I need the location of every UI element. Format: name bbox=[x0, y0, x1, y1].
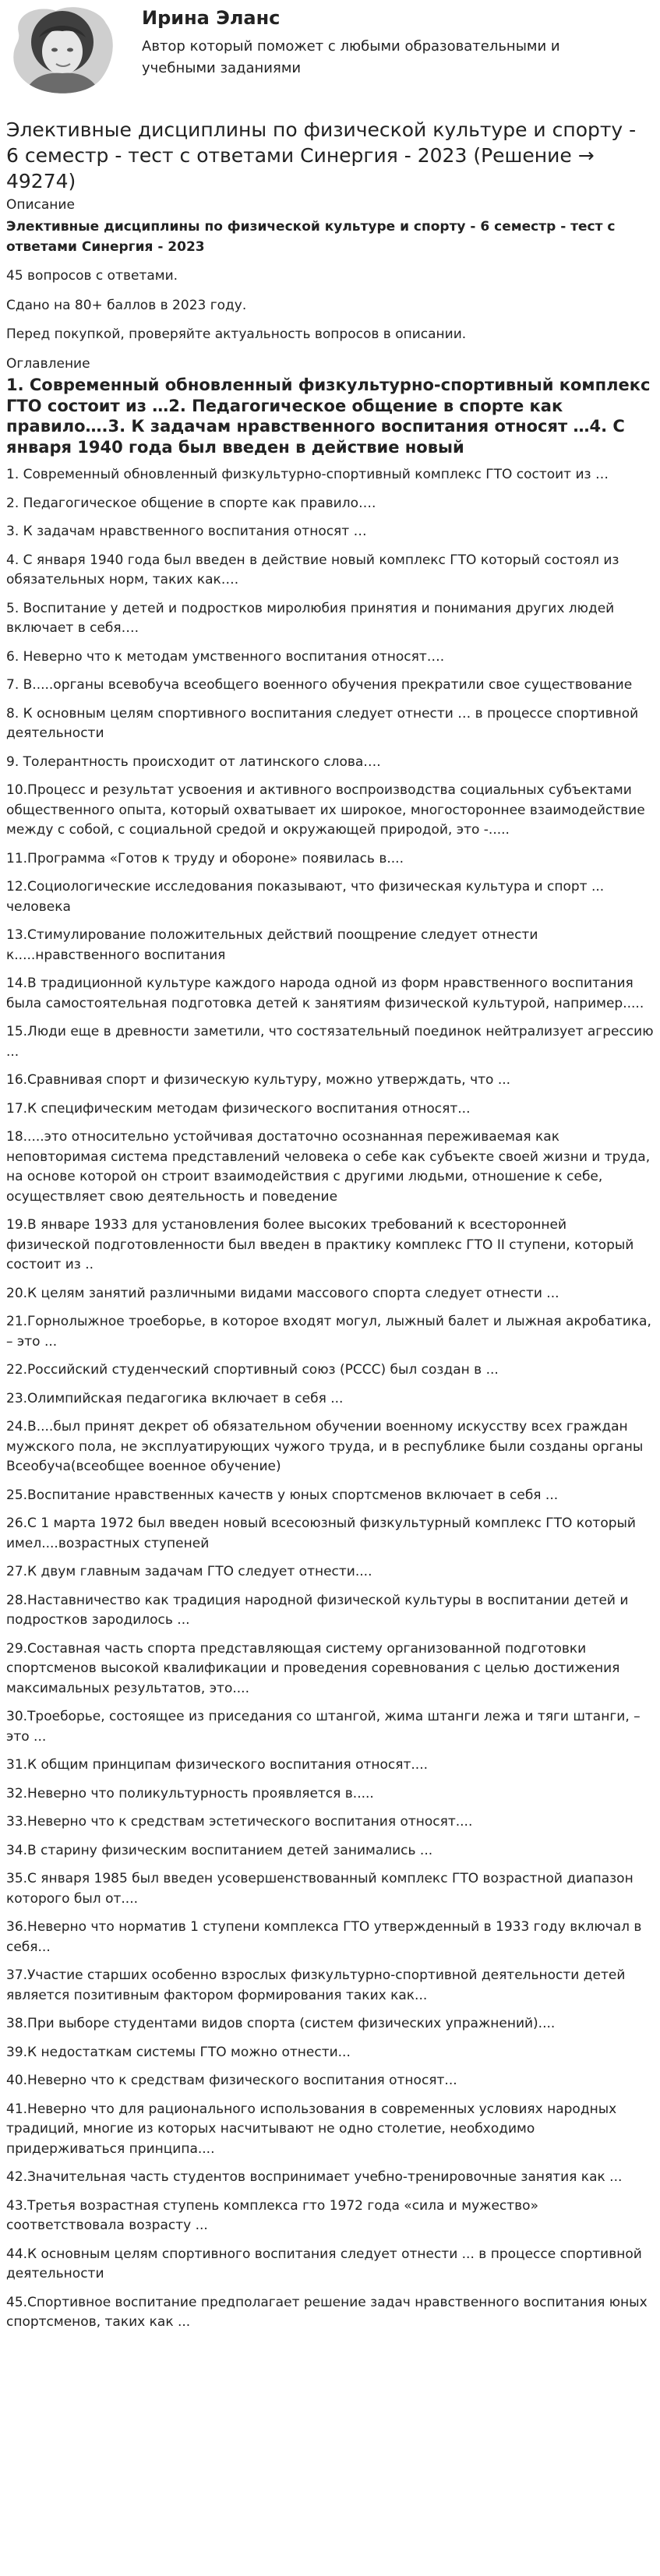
question-item: 36.Неверно что норматив 1 ступени комплекса ГТО утвержденный в 1933 году включал в себя... bbox=[6, 1919, 642, 1955]
description-bold-title: Элективные дисциплины по физической культуре и спорту - 6 семестр - тест с ответами Синергия - 2023 bbox=[6, 218, 616, 255]
question-item: 3. К задачам нравственного воспитания относят … bbox=[6, 524, 367, 540]
question-list bbox=[6, 465, 654, 2333]
question-item: 11.Программа «Готов к труду и обороне» появилась в.... bbox=[6, 850, 404, 866]
author-card bbox=[6, 5, 654, 108]
question-item: 45.Спортивное воспитание предполагает решение задач нравственного воспитания юных спортсменов, таких как ... bbox=[6, 2294, 648, 2331]
question-item: 28.Наставничество как традиция народной физической культуры в воспитании детей и подростков зародилось ... bbox=[6, 1592, 629, 1629]
avatar-image bbox=[8, 6, 117, 95]
question-item: 1. Современный обновленный физкультурно-спортивный комплекс ГТО состоит из … bbox=[6, 467, 609, 483]
question-item: 9. Толерантность происходит от латинского слова…. bbox=[6, 753, 381, 770]
question-item: 40.Неверно что к средствам физического воспитания относят... bbox=[6, 2073, 457, 2089]
question-item: 2. Педагогическое общение в спорте как правило…. bbox=[6, 495, 376, 511]
question-item: 13.Стимулирование положительных действий поощрение следует отнести к.....нравственного воспитания bbox=[6, 927, 538, 963]
description-paragraph: 45 вопросов с ответами. bbox=[6, 268, 178, 284]
question-item: 17.К специфическим методам физического воспитания относят... bbox=[6, 1100, 471, 1117]
question-item: 23.Олимпийская педагогика включает в себя ... bbox=[6, 1390, 344, 1406]
question-item: 31.К общим принципам физического воспитания относят.... bbox=[6, 1757, 429, 1773]
description-label: Описание bbox=[6, 197, 75, 213]
question-item: 16.Сравнивая спорт и физическую культуру, можно утверждать, что ... bbox=[6, 1072, 511, 1089]
toc-summary: 1. Современный обновленный физкультурно-спортивный комплекс ГТО состоит из …2. Педагогическое общение в спорте как правило….3. К задачам нравственного воспитания относят …4. С января 1940 года был введен в действие новый bbox=[6, 376, 651, 457]
author-info bbox=[142, 6, 609, 79]
question-item: 12.Социологические исследования показывают, что физическая культура и спорт ... человека bbox=[6, 879, 605, 915]
question-item: 18.....это относительно устойчивая достаточно осознанная переживаемая как неповторимая система представлений человека о себе как субъекте своей жизни и труда, на основе которой он строит взаимодействия с другими людьми, отношение к себе, осуществляет свою деятельность и поведение bbox=[6, 1129, 651, 1205]
question-item: 22.Российский студенческий спортивный союз (РССС) был создан в ... bbox=[6, 1362, 499, 1378]
description-paragraph: Сдано на 80+ баллов в 2023 году. bbox=[6, 297, 247, 313]
question-item: 15.Люди еще в древности заметили, что состязательный поединок нейтрализует агрессию ... bbox=[6, 1024, 654, 1060]
question-item: 24.В....был принят декрет об обязательном обучении военному искусству всех граждан мужского пола, не эксплуатирующих чужого труда, и в республике были созданы органы Всеобуча(всеобщее военное обучение) bbox=[6, 1419, 644, 1475]
question-item: 26.С 1 марта 1972 был введен новый всесоюзный физкультурный комплекс ГТО который имел....возрастных ступеней bbox=[6, 1516, 636, 1551]
description-paragraph: Перед покупкой, проверяйте актуальность вопросов в описании. bbox=[6, 326, 467, 343]
question-item: 7. В.....органы всевобуча всеобщего военного обучения прекратили свое существование bbox=[6, 677, 633, 693]
question-item: 8. К основным целям спортивного воспитания следует отнести … в процессе спортивной деятельности bbox=[6, 705, 639, 742]
question-item: 33.Неверно что к средствам эстетического воспитания относят.... bbox=[6, 1814, 473, 1830]
question-item: 25.Воспитание нравственных качеств у юных спортсменов включает в себя ... bbox=[6, 1487, 559, 1503]
question-item: 4. С января 1940 года был введен в действие новый комплекс ГТО который состоял из обязательных норм, таких как…. bbox=[6, 552, 619, 588]
question-item: 29.Составная часть спорта представляющая систему организованной подготовки спортсменов высокой квалификации и проведения соревнования с целью достижения максимальных результатов, это.... bbox=[6, 1640, 620, 1696]
author-description: Автор который поможет с любыми образовательными и учебными заданиями bbox=[142, 38, 560, 76]
toc-label: Оглавление bbox=[6, 355, 90, 372]
question-item: 35.С января 1985 был введен усовершенствованный комплекс ГТО возрастной диапазон которого был от.... bbox=[6, 1871, 634, 1907]
question-item: 39.К недостаткам системы ГТО можно отнести... bbox=[6, 2044, 351, 2060]
question-item: 30.Троеборье, состоящее из приседания со штангой, жима штанги лежа и тяги штанги, – это ... bbox=[6, 1709, 641, 1745]
question-item: 32.Неверно что поликультурность проявляется в..... bbox=[6, 1785, 374, 1801]
question-item: 21.Горнолыжное троеборье, в которое входят могул, лыжный балет и лыжная акробатика, – это ... bbox=[6, 1314, 651, 1350]
author-avatar[interactable] bbox=[8, 6, 117, 95]
question-item: 5. Воспитание у детей и подростков миролюбия принятия и понимания других людей включает в себя…. bbox=[6, 600, 615, 637]
author-name[interactable]: Ирина Эланс bbox=[142, 7, 281, 29]
question-item: 20.К целям занятий различными видами массового спорта следует отнести ... bbox=[6, 1285, 559, 1301]
question-item: 14.В традиционной культуре каждого народа одной из форм нравственного воспитания была самостоятельная подготовка детей к занятиям физической культурой, например..... bbox=[6, 976, 644, 1011]
question-item: 44.К основным целям спортивного воспитания следует отнести ... в процессе спортивной деятельности bbox=[6, 2246, 642, 2282]
question-item: 34.В старину физическим воспитанием детей занимались ... bbox=[6, 1842, 433, 1858]
question-item: 27.К двум главным задачам ГТО следует отнести.... bbox=[6, 1564, 372, 1580]
question-item: 37.Участие старших особенно взрослых физкультурно-спортивной деятельности детей является позитивным фактором формирования таких как... bbox=[6, 1967, 626, 2003]
question-item: 10.Процесс и результат усвоения и активного воспроизводства социальных субъектами общественного опыта, который охватывает их широкое, многостороннее взаимодействие между с собой, с социальной средой и окружающей природой, это -..... bbox=[6, 782, 645, 838]
question-item: 19.В январе 1933 для установления более высоких требований к всесторонней физической подготовленности был введен в практику комплекс ГТО II ступени, который состоит из .. bbox=[6, 1217, 634, 1273]
question-item: 6. Неверно что к методам умственного воспитания относят…. bbox=[6, 648, 445, 665]
question-item: 38.При выборе студентами видов спорта (систем физических упражнений).... bbox=[6, 2016, 556, 2032]
page-title: Элективные дисциплины по физической культуре и спорту - 6 семестр - тест с ответами Синергия - 2023 (Решение → 49274) bbox=[6, 118, 637, 192]
question-item: 43.Третья возрастная ступень комплекса гто 1972 года «сила и мужество» соответствовала возрасту ... bbox=[6, 2197, 538, 2234]
question-item: 41.Неверно что для рационального использования в современных условиях народных традиций, многие из которых насчитывают не одно столетие, необходимо придерживаться принципа.... bbox=[6, 2101, 617, 2157]
question-item: 42.Значительная часть студентов воспринимает учебно-тренировочные занятия как ... bbox=[6, 2169, 623, 2186]
